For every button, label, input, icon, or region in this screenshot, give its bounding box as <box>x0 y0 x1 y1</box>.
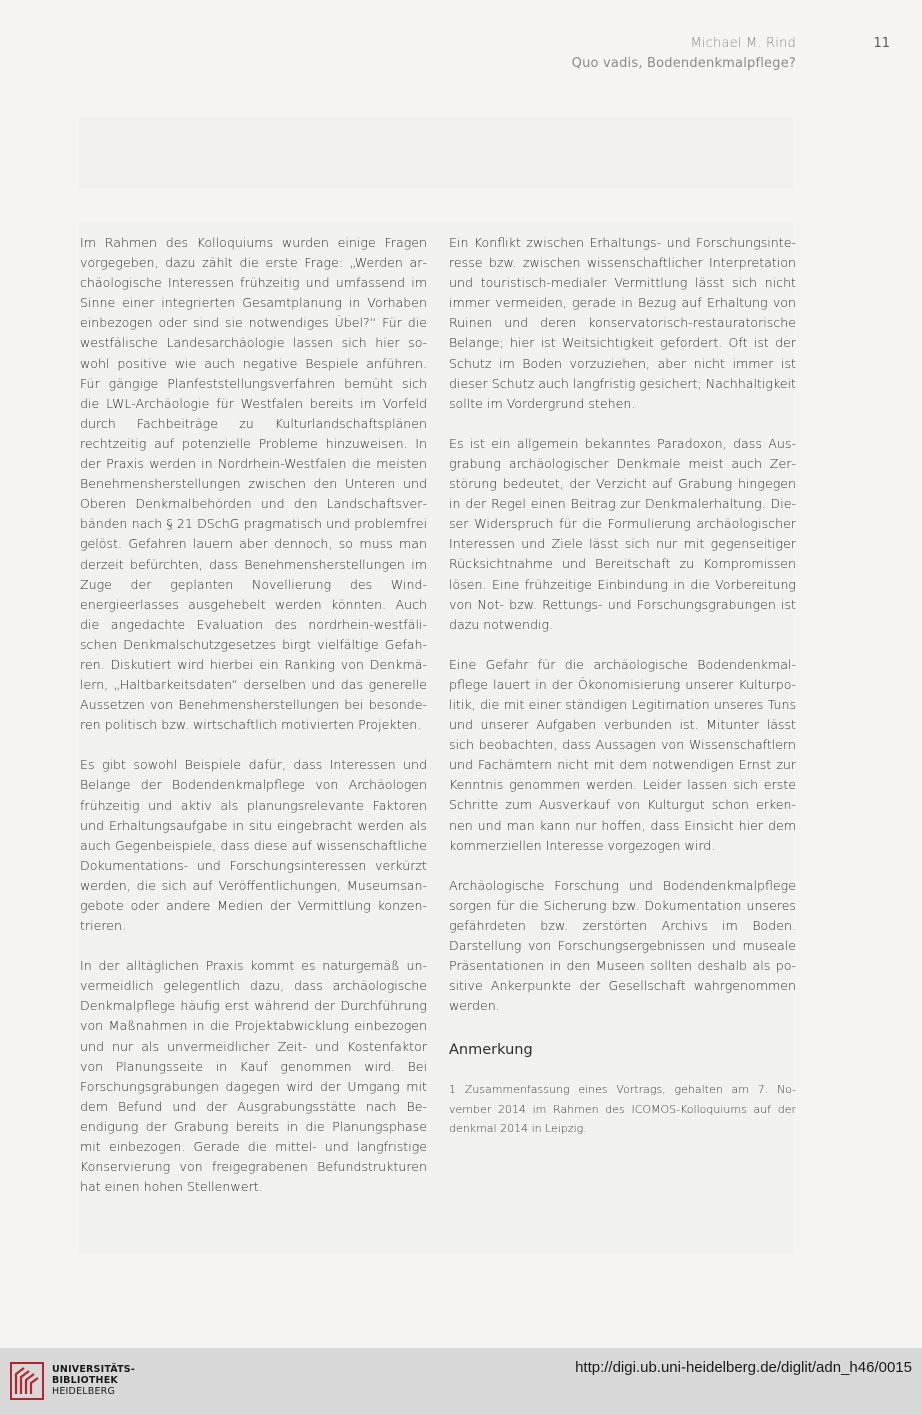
page-number: 11 <box>873 36 890 51</box>
left-column <box>80 233 427 1217</box>
paragraph: Im Rahmen des Kolloquiums wurden einige Fragen vorgegeben, dazu zählt die erste Frage: „Werden archäologische Interessen frühzeitig und umfassend im Sinne einer integrierten Gesamtplanung in Vorhaben einbezogen oder sind sie notwendiges Übel?“ Für die westfälische Landesarchäologie lassen sich hier sowohl positive wie auch negative Bespiele anführen. Für gängige Planfeststellungsverfahren bemüht sich die LWL-Archäologie für Westfalen bereits im Vorfeld durch Fachbeiträge zu Kulturlandschaftsplänen rechtzeitig auf potenzielle Probleme hinzuweisen. In der Praxis werden in Nordrhein-Westfalen die meisten Benehmensherstellungen zwischen den Unteren und Oberen Denkmalbehörden und den Landschaftsverbänden nach § 21 DSchG pragmatisch und problemfrei gelöst. Gefahren lauern aber dennoch, so muss man derzeit befürchten, dass Benehmensherstellungen im Zuge der geplanten Novellierung des Windenergieerlasses ausgehebelt werden könnten. Auch die angedachte Evaluation des nordrhein-westfälischen Denkmalschutzgesetzes birgt vielfältige Gefahren. Diskutiert wird hierbei ein Ranking von Denkmälern, „Haltbarkeitsdaten“ derselben und das generelle Aussetzen von Benehmensherstellungen bei besonderen politisch bzw. wirtschaftlich motivierten Projekten. <box>80 235 427 733</box>
paragraph: Eine Gefahr für die archäologische Bodendenkmalpflege lauert in der Ökonomisierung unserer Kulturpolitik, die mit einer ständigen Legitimation unseres Tuns und unserer Aufgaben verbunden ist. Mitunter lässt sich beobachten, dass Aussagen von Wissenschaftlern und Fachämtern nicht mit dem notwendigen Ernst zur Kenntnis genommen werden. Leider lassen sich erste Schritte zum Ausverkauf von Kulturgut schon erkennen und man kann nur hoffen, dass Einsicht hier dem kommerziellen Interesse vorgezogen wird. <box>449 656 796 853</box>
paragraph: Archäologische Forschung und Bodendenkmalpflege sorgen für die Sicherung bzw. Dokumentation unseres gefährdeten bzw. zerstörten Archivs im Boden. Darstellung von Forschungsergebnissen und museale Präsentationen in den Museen sollten deshalb als positive Ankerpunkte der Gesellschaft wahrgenommen werden. <box>449 877 796 1014</box>
digitization-footer <box>0 1348 922 1415</box>
running-header-title: Quo vadis, Bodendenkmalpflege? <box>571 56 796 71</box>
running-header-author: Michael M. Rind <box>690 36 796 51</box>
paragraph: Ein Konflikt zwischen Erhaltungs- und Forschungsinteresse bzw. zwischen wissenschaftlicher Interpretation und touristisch-medialer Vermittlung lässt sich nicht immer vermeiden, gerade in Bezug auf Erhaltung von Ruinen und deren konservatorisch-restauratorische Belange; hier ist Weitsichtigkeit gefordert. Oft ist der Schutz im Boden vorzuziehen, aber nicht immer ist dieser Schutz auch langfristig gesichert; Nachhaltigkeit sollte im Vordergrund stehen. <box>449 235 796 411</box>
show-through-band <box>79 118 793 188</box>
library-logo-icon <box>10 1362 44 1400</box>
paragraph: Es ist ein allgemein bekanntes Paradoxon, dass Ausgrabung archäologischer Denkmale meist auch Zerstörung bedeutet, der Verzicht auf Grabung hingegen in der Regel einen Beitrag zur Denkmalerhaltung. Dieser Widerspruch für die Formulierung archäologischer Interessen und Ziele lässt sich nur mit gegenseitiger Rücksichtnahme und Bereitschaft zu Kompromissen lösen. Eine frühzeitige Einbindung in die Vorbereitung von Not- bzw. Rettungs- und Forschungsgrabungen ist dazu notwendig. <box>449 435 796 632</box>
paragraph: In der alltäglichen Praxis kommt es naturgemäß unvermeidlich gelegentlich dazu, dass archäologische Denkmalpflege häufig erst während der Durchführung von Maßnahmen in die Projektabwicklung einbezogen und nur als unvermeidlicher Zeit- und Kostenfaktor von Planungsseite in Kauf genommen wird. Bei Forschungsgrabungen dagegen wird der Umgang mit dem Befund und der Ausgrabungsstätte nach Beendigung der Grabung bereits in die Planungsphase mit einbezogen. Gerade die mittel- und langfristige Konservierung von freigegrabenen Befundstrukturen hat einen hohen Stellenwert. <box>80 958 427 1195</box>
notes-heading: Anmerkung <box>449 1042 533 1059</box>
right-column <box>449 233 796 1139</box>
paragraph: Es gibt sowohl Beispiele dafür, dass Interessen und Belange der Bodendenkmalpflege von Archäologen frühzeitig und aktiv als planungsrelevante Faktoren und Erhaltungsaufgabe in situ eingebracht werden als auch Gegenbeispiele, dass diese auf wissenschaftliche Dokumentations- und Forschungsinteressen verkürzt werden, die sich auf Veröffentlichungen, Museumsangebote oder andere Medien der Vermittlung konzentrieren. <box>80 757 427 934</box>
library-name: UNIVERSITÄTS- BIBLIOTHEK HEIDELBERG <box>52 1364 135 1397</box>
source-url[interactable]: http://digi.ub.uni-heidelberg.de/diglit/adn_h46/0015 <box>575 1359 912 1376</box>
footnote: 1 Zusammenfassung eines Vortrags, gehalten am 7. November 2014 im Rahmen des ICOMOS-Kolloquiums auf der denkmal 2014 in Leipzig. <box>449 1083 796 1136</box>
